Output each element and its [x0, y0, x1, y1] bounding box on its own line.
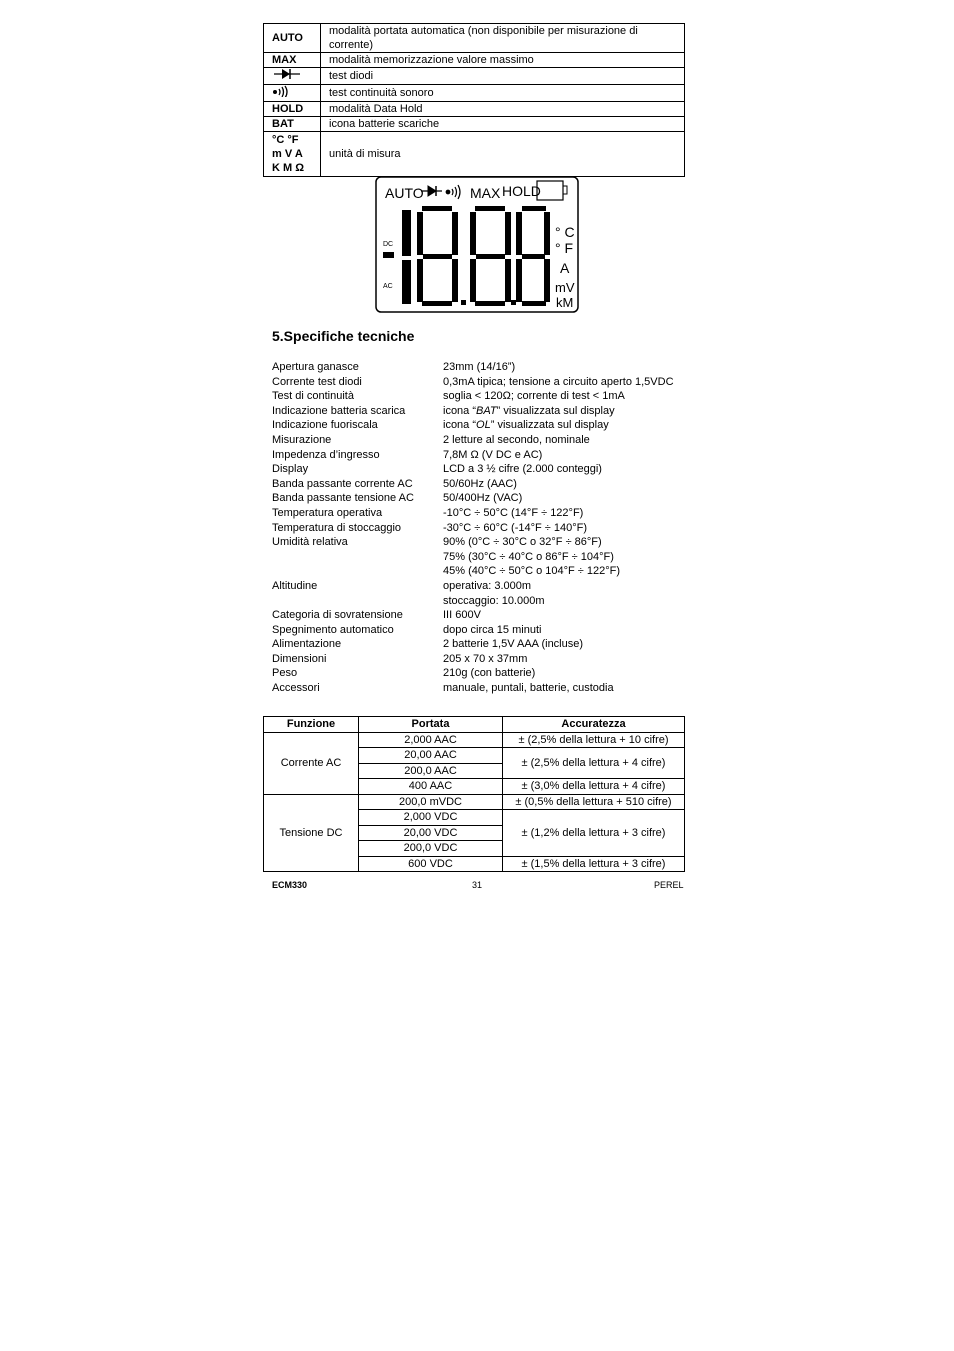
- header-funzione: Funzione: [264, 717, 359, 733]
- accuracy-cell: ± (3,0% della lettura + 4 cifre): [503, 779, 685, 795]
- spec-value: 23mm (14/16”): [443, 361, 516, 373]
- footer-model: ECM330: [272, 880, 308, 890]
- spec-row: [272, 652, 692, 667]
- spec-label: Apertura ganasce: [272, 361, 359, 373]
- spec-label: Accessori: [272, 682, 320, 695]
- spec-row: [272, 521, 692, 536]
- spec-row: [272, 637, 692, 652]
- symbol-key: [264, 132, 321, 177]
- header-accuratezza: Accuratezza: [503, 717, 685, 733]
- spec-label: Temperatura operativa: [272, 506, 383, 519]
- symbol-key-line: m V A: [272, 148, 303, 160]
- range-cell: 600 VDC: [359, 856, 503, 872]
- range-cell: 20,00 AAC: [359, 748, 503, 764]
- range-cell: 200,0 VDC: [359, 841, 503, 857]
- accuracy-row: [264, 732, 685, 748]
- lcd-mv: mV: [555, 280, 575, 295]
- spec-value: III 600V: [443, 609, 481, 622]
- symbol-key: HOLD: [264, 102, 321, 117]
- spec-row: [272, 462, 692, 477]
- symbol-description: unità di misura: [321, 132, 685, 177]
- footer-brand: PEREL: [654, 880, 684, 890]
- symbol-key-line: °C °F: [272, 134, 299, 146]
- lcd-minus-segment: [383, 252, 394, 258]
- spec-label: Indicazione batteria scarica: [272, 404, 406, 417]
- spec-row: [272, 535, 692, 579]
- spec-row: [272, 666, 692, 681]
- lcd-hold: HOLD: [502, 183, 541, 199]
- spec-value: 210g (con batterie): [443, 667, 536, 680]
- spec-value: dopo circa 15 minuti: [443, 623, 542, 636]
- spec-row: [272, 433, 692, 448]
- symbol-description: icona batterie scariche: [321, 117, 685, 132]
- accuracy-table: [263, 716, 685, 872]
- spec-row: [272, 579, 692, 608]
- spec-value: 90% (0°C ÷ 30°C o 32°F ÷ 86°F) 75% (30°C ÷ 40°C o 86°F ÷ 104°F) 45% (40°C ÷ 50°C o 104°F ÷ 122°F): [443, 536, 621, 578]
- symbol-description: modalità portata automatica (non disponibile per misurazione di corrente): [321, 24, 685, 53]
- spec-row: [272, 477, 692, 492]
- lcd-auto: AUTO: [385, 185, 424, 201]
- spec-label: Alimentazione: [272, 638, 342, 651]
- spec-label: Banda passante corrente AC: [272, 477, 413, 490]
- spec-row: [272, 404, 692, 419]
- symbol-row: [264, 102, 685, 117]
- section-title: 5.Specifiche tecniche: [272, 328, 415, 344]
- accuracy-row: [264, 794, 685, 810]
- accuracy-cell: ± (0,5% della lettura + 510 cifre): [503, 794, 685, 810]
- spec-label: Umidità relativa: [272, 536, 348, 549]
- symbol-key-line: K M Ω: [272, 162, 305, 174]
- accuracy-cell: ± (2,5% della lettura + 10 cifre): [503, 732, 685, 748]
- spec-label: Temperatura di stoccaggio: [272, 521, 402, 534]
- spec-row: [272, 506, 692, 521]
- symbols-table: [263, 23, 685, 177]
- spec-label: Categoria di sovratensione: [272, 609, 403, 622]
- symbol-row: [264, 68, 685, 85]
- spec-row: [272, 418, 692, 433]
- spec-value: -10°C ÷ 50°C (14°F ÷ 122°F): [443, 506, 584, 519]
- spec-row: [272, 448, 692, 463]
- spec-value: soglia < 120Ω; corrente di test < 1mA: [443, 390, 625, 403]
- spec-row: [272, 623, 692, 638]
- function-cell: Tensione DC: [264, 794, 359, 872]
- symbol-description: test continuità sonoro: [321, 85, 685, 102]
- spec-value: icona “BAT” visualizzata sul display: [443, 404, 615, 417]
- lcd-ac: AC: [383, 283, 393, 290]
- lcd-dc: DC: [383, 241, 394, 248]
- spec-label: Display: [272, 463, 309, 476]
- spec-value: 205 x 70 x 37mm: [443, 652, 528, 665]
- spec-row: [272, 681, 692, 696]
- spec-label: Dimensioni: [272, 652, 327, 665]
- lcd-max: MAX: [470, 185, 501, 201]
- symbol-row: [264, 117, 685, 132]
- range-cell: 2,000 VDC: [359, 810, 503, 826]
- spec-row: [272, 608, 692, 623]
- spec-row: [272, 491, 692, 506]
- range-cell: 200,0 AAC: [359, 763, 503, 779]
- lcd-km: kM: [556, 295, 574, 310]
- symbol-row: [264, 53, 685, 68]
- symbol-row: [264, 85, 685, 102]
- symbol-key: BAT: [264, 117, 321, 132]
- lcd-display-illustration: [375, 176, 579, 313]
- spec-value: 50/400Hz (VAC): [443, 492, 523, 505]
- symbol-key: AUTO: [264, 24, 321, 53]
- continuity-icon: [264, 85, 321, 102]
- accuracy-cell: ± (1,5% della lettura + 3 cifre): [503, 856, 685, 872]
- spec-value: 2 letture al secondo, nominale: [443, 433, 590, 446]
- symbol-row: [264, 132, 685, 177]
- accuracy-header-row: [264, 717, 685, 733]
- spec-label: Impedenza d’ingresso: [272, 448, 380, 461]
- spec-row: [272, 360, 692, 375]
- accuracy-cell: ± (2,5% della lettura + 4 cifre): [503, 748, 685, 779]
- accuracy-cell: ± (1,2% della lettura + 3 cifre): [503, 810, 685, 857]
- spec-value: icona “OL” visualizzata sul display: [443, 419, 609, 432]
- symbol-description: modalità Data Hold: [321, 102, 685, 117]
- spec-label: Indicazione fuoriscala: [272, 419, 378, 432]
- spec-label: Corrente test diodi: [272, 375, 362, 388]
- spec-label: Banda passante tensione AC: [272, 492, 414, 505]
- spec-value: 50/60Hz (AAC): [443, 477, 517, 490]
- lcd-amp: A: [560, 260, 570, 276]
- range-cell: 2,000 AAC: [359, 732, 503, 748]
- spec-value: manuale, puntali, batterie, custodia: [443, 682, 614, 695]
- lcd-deg-c: ° C: [555, 224, 575, 240]
- spec-value: 7,8M Ω (V DC e AC): [443, 448, 543, 461]
- spec-label: Test di continuità: [272, 390, 354, 403]
- spec-row: [272, 375, 692, 390]
- spec-label: Peso: [272, 667, 298, 680]
- diode-icon: [264, 68, 321, 85]
- spec-row: [272, 389, 692, 404]
- symbol-description: modalità memorizzazione valore massimo: [321, 53, 685, 68]
- header-portata: Portata: [359, 717, 503, 733]
- symbol-description: test diodi: [321, 68, 685, 85]
- spec-value: operativa: 3.000m stoccaggio: 10.000m: [443, 579, 545, 607]
- spec-value: 0,3mA tipica; tensione a circuito aperto 1,5VDC: [443, 375, 674, 388]
- symbol-row: [264, 24, 685, 53]
- spec-label: Altitudine: [272, 579, 318, 592]
- range-cell: 200,0 mVDC: [359, 794, 503, 810]
- spec-value: 2 batterie 1,5V AAA (incluse): [443, 638, 584, 651]
- spec-value: LCD a 3 ½ cifre (2.000 conteggi): [443, 463, 602, 476]
- footer-page-number: 31: [472, 880, 483, 890]
- lcd-deg-f: ° F: [555, 240, 574, 256]
- spec-list: [272, 360, 692, 696]
- range-cell: 20,00 VDC: [359, 825, 503, 841]
- spec-value: -30°C ÷ 60°C (-14°F ÷ 140°F): [443, 521, 587, 534]
- symbol-key: MAX: [264, 53, 321, 68]
- function-cell: Corrente AC: [264, 732, 359, 794]
- spec-label: Spegnimento automatico: [272, 623, 394, 636]
- spec-label: Misurazione: [272, 433, 332, 446]
- range-cell: 400 AAC: [359, 779, 503, 795]
